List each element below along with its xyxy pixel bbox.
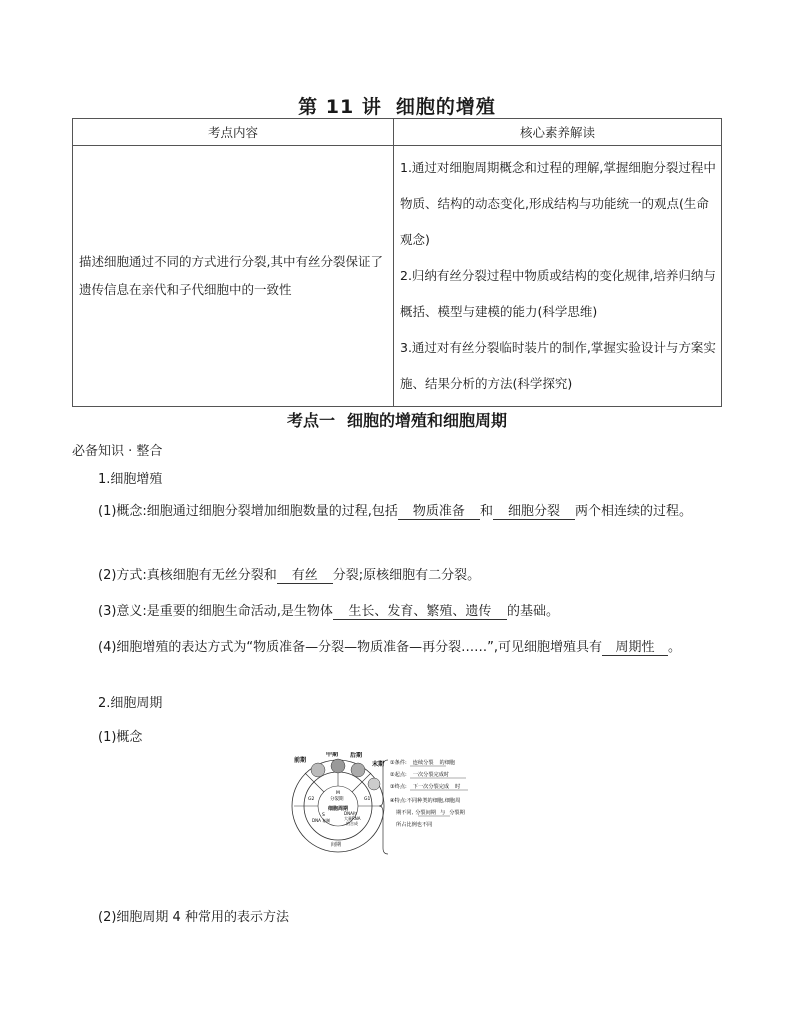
requirements-table — [72, 118, 722, 407]
s-label: S — [322, 813, 325, 818]
phase-metaphase-label: 中期 — [326, 752, 339, 758]
text-segment: 两个相连续的过程。 — [574, 504, 692, 519]
paragraph-concept — [98, 500, 692, 520]
text-segment: (1)概念:细胞通过细胞分裂增加细胞数量的过程,包括 — [98, 504, 398, 519]
text-segment: (3)意义:是重要的细胞生命活动,是生物体 — [98, 604, 333, 619]
note-feature: ④特点:不同种类的细胞,细胞周 — [390, 798, 461, 804]
text-segment: 分裂;原核细胞有二分裂。 — [332, 568, 481, 583]
table-header-literacy: 核心素养解读 — [394, 119, 722, 146]
literacy-item-3: 3.通过对有丝分裂临时装片的制作,掌握实验设计与方案实施、结果分析的方法(科学探究) — [400, 340, 716, 391]
answer-blank: 生长、发育、繁殖、遗传 — [333, 600, 507, 620]
text-segment: 的基础。 — [506, 604, 559, 619]
note-feature-cont: 期不同, 分裂间期 与 分裂期 — [396, 810, 465, 816]
g1-label: G1 — [364, 797, 371, 802]
answer-blank: 有丝 — [277, 564, 333, 584]
note-condition: ①条件: 连续分裂 的细胞 — [390, 760, 456, 766]
text-segment: (4)细胞增殖的表达方式为“物质准备—分裂—物质准备—再分裂……”,可见细胞增殖具有 — [98, 640, 603, 655]
answer-blank: 周期性 — [602, 636, 668, 656]
paragraph-method — [98, 564, 480, 584]
interphase-label: 间期 — [331, 842, 342, 848]
table-header-row — [73, 119, 722, 146]
heading-cell-proliferation: 1.细胞增殖 — [98, 472, 163, 487]
diagram-notes — [390, 758, 468, 828]
answer-blank: 细胞分裂 — [493, 500, 575, 520]
literacy-item-2: 2.归纳有丝分裂过程中物质或结构的变化规律,培养归纳与概括、模型与建模的能力(科学思维) — [400, 268, 716, 319]
note-end: ③终点: 下一次分裂完成 时 — [390, 784, 461, 790]
s-sub-label: DNA 复制 — [312, 818, 331, 823]
phase-telophase-label: 末期 — [372, 761, 385, 768]
paragraph-expression — [98, 636, 681, 656]
m-label: M — [336, 791, 340, 796]
heading-cell-cycle: 2.细胞周期 — [98, 696, 163, 711]
table-header-content: 考点内容 — [73, 119, 394, 146]
text-segment: (2)方式:真核细胞有无丝分裂和 — [98, 568, 277, 583]
metaphase-cell-icon — [331, 759, 345, 773]
answer-blank: 物质准备 — [398, 500, 480, 520]
literacy-item-1: 1.通过对细胞周期概念和过程的理解,掌握细胞分裂过程中物质、结构的动态变化,形成结构与功能统一的观点(生命观念) — [400, 160, 716, 247]
dna-note-2: 大量RNA — [344, 816, 361, 821]
section-name: 细胞的增殖和细胞周期 — [347, 411, 508, 430]
text-segment: 。 — [668, 640, 682, 655]
dna-note-1: DNA和 — [344, 811, 357, 816]
telophase-cell-icon — [368, 778, 380, 790]
section-label: 考点一 — [286, 411, 335, 430]
lecture-topic: 细胞的增殖 — [395, 96, 496, 118]
note-feature-end: 所占比例也不同 — [396, 822, 433, 828]
paragraph-significance — [98, 600, 559, 620]
subheading: 必备知识 · 整合 — [72, 444, 163, 459]
page-title — [0, 92, 794, 119]
cycle-center-label: 细胞周期 — [328, 806, 349, 812]
g2-label: G2 — [308, 797, 315, 802]
note-start: ②起点: 一次分裂完成时 — [390, 772, 450, 778]
cell-cycle-diagram — [286, 752, 506, 862]
anaphase-cell-icon — [351, 763, 365, 777]
dna-note-3: 的合成 — [346, 821, 358, 826]
phase-anaphase-label: 后期 — [350, 752, 363, 759]
phase-prophase-label: 前期 — [294, 757, 307, 764]
table-cell-literacy — [394, 146, 722, 407]
prophase-cell-icon — [311, 763, 325, 777]
heading-cycle-representations: (2)细胞周期 4 种常用的表示方法 — [98, 910, 289, 925]
section-title — [0, 408, 794, 431]
m-sub-label: 分裂期 — [330, 797, 344, 802]
table-row — [73, 146, 722, 407]
table-cell-content: 描述细胞通过不同的方式进行分裂,其中有丝分裂保证了遗传信息在亲代和子代细胞中的一致性 — [73, 146, 394, 407]
brace-icon — [379, 760, 388, 854]
heading-cycle-concept: (1)概念 — [98, 730, 143, 745]
lecture-number: 第 11 讲 — [298, 96, 382, 118]
text-segment: 和 — [479, 504, 493, 519]
